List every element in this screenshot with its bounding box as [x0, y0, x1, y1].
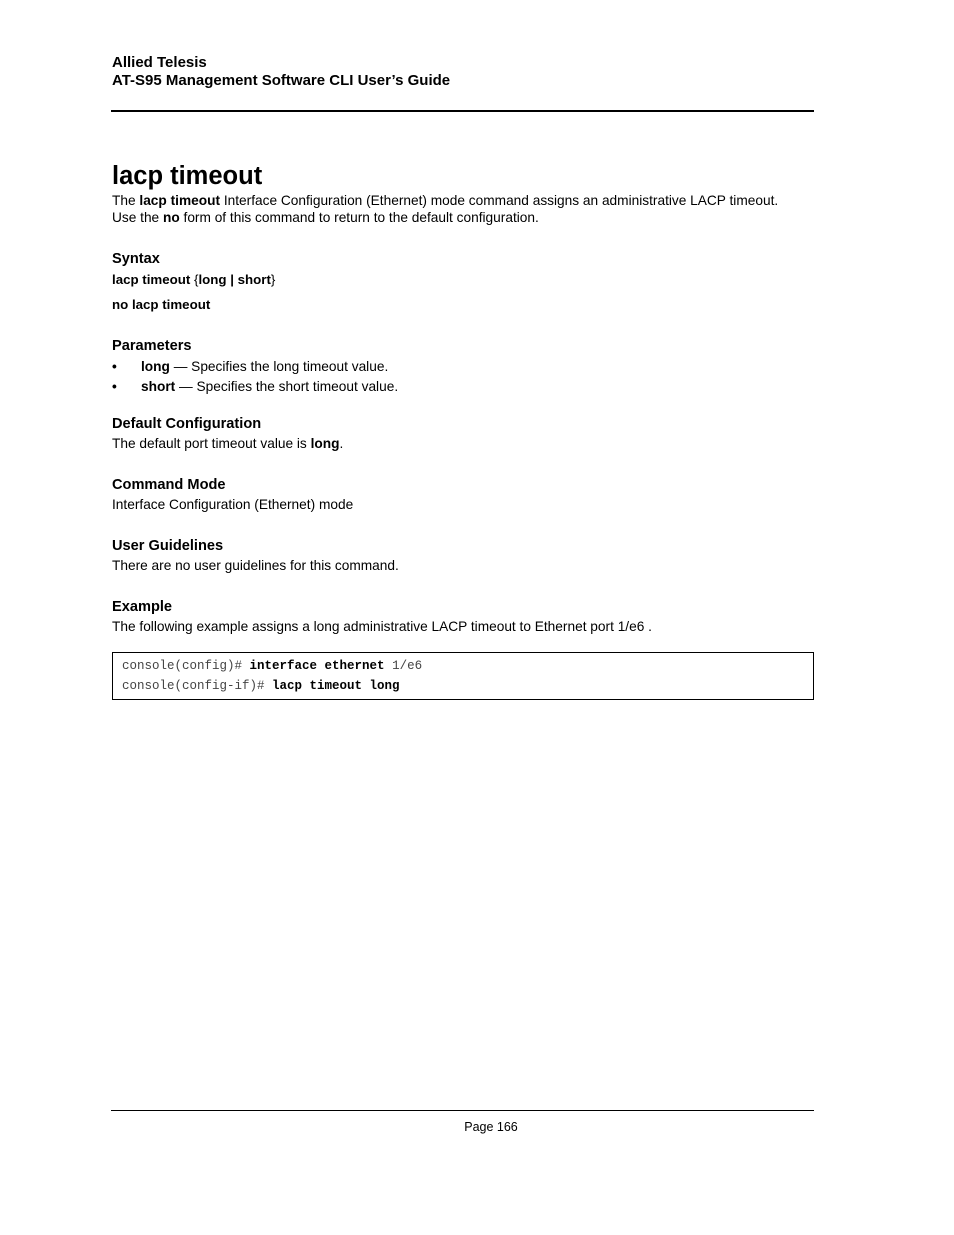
list-item: • short — Specifies the short timeout value.	[112, 379, 399, 394]
default-config-text: The default port timeout value is long.	[112, 436, 344, 451]
company-name: Allied Telesis	[112, 54, 207, 71]
default-config-section	[112, 415, 814, 452]
parameters-heading: Parameters	[112, 338, 192, 354]
example-heading: Example	[112, 599, 173, 615]
user-guidelines-text: There are no user guidelines for this command.	[112, 558, 399, 573]
user-guidelines-section	[112, 537, 814, 574]
syntax-line-2: no lacp timeout	[112, 297, 211, 312]
code-line: console(config)# interface ethernet 1/e6	[122, 659, 423, 673]
command-mode-heading: Command Mode	[112, 477, 226, 493]
user-guidelines-heading: User Guidelines	[112, 538, 224, 554]
example-text: The following example assigns a long administrative LACP timeout to Ethernet port 1/e6 .	[112, 619, 652, 634]
example-section	[112, 598, 814, 700]
code-line: console(config-if)# lacp timeout long	[122, 679, 400, 693]
intro-line-2: Use the no form of this command to return to the default configuration.	[112, 210, 539, 225]
syntax-heading: Syntax	[112, 251, 160, 267]
page-title: lacp timeout	[112, 162, 263, 190]
list-item: • long — Specifies the long timeout value.	[112, 359, 389, 374]
parameters-list	[112, 358, 814, 395]
command-mode-text: Interface Configuration (Ethernet) mode	[112, 497, 354, 512]
bullet: •	[112, 379, 117, 394]
page-number: Page 166	[464, 1120, 518, 1134]
syntax-section	[112, 250, 814, 313]
command-mode-section	[112, 476, 814, 513]
guide-title: AT-S95 Management Software CLI User’s Guide	[112, 72, 451, 89]
parameters-section	[112, 337, 814, 395]
default-config-heading: Default Configuration	[112, 416, 262, 432]
page-header	[112, 54, 450, 90]
footer-divider	[111, 1110, 814, 1111]
page-content	[112, 160, 814, 700]
header-divider	[111, 110, 814, 112]
bullet: •	[112, 359, 117, 374]
syntax-line-1: lacp timeout {long | short}	[112, 272, 276, 287]
intro-line-1: The lacp timeout Interface Configuration (Ethernet) mode command assigns an administrative LACP timeout.	[112, 193, 779, 208]
code-example-box	[112, 652, 814, 700]
